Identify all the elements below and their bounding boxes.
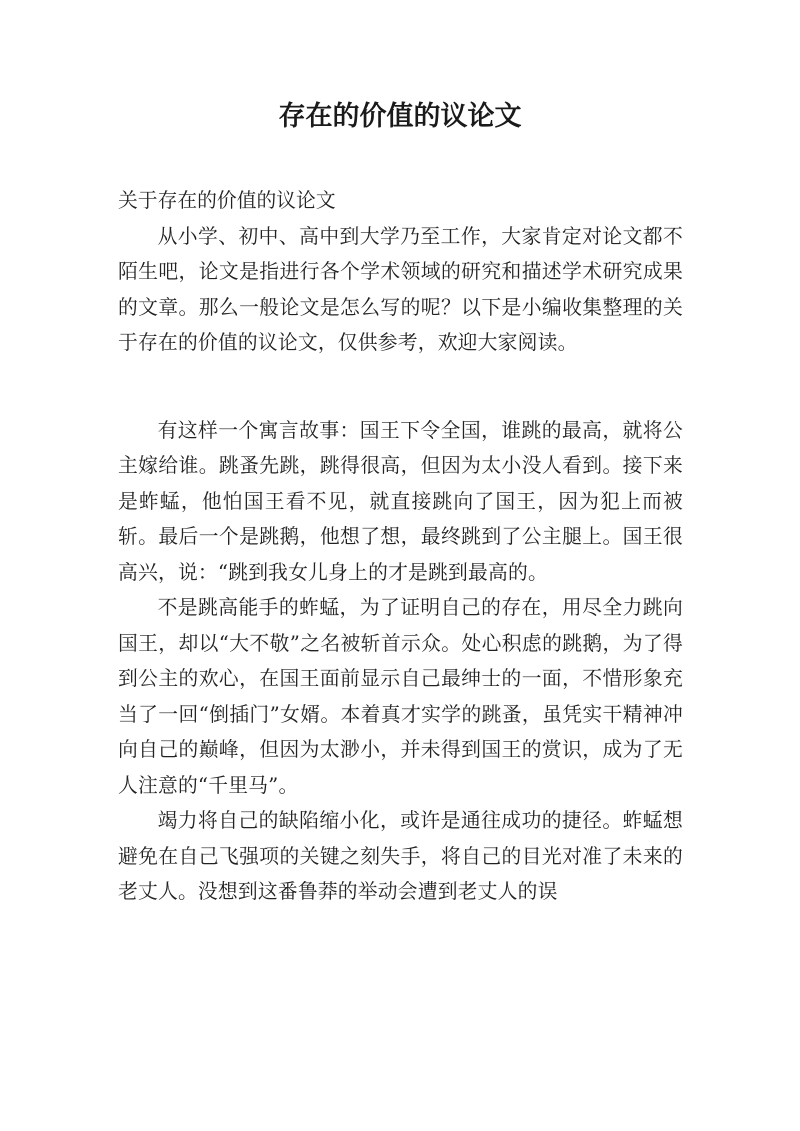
document-subtitle: 关于存在的价值的议论文 — [118, 189, 336, 212]
page-title: 存在的价值的议论文 — [278, 101, 522, 132]
paragraph-intro: 从小学、初中、高中到大学乃至工作，大家肯定对论文都不陌生吧，论文是指进行各个学术领域的研究和描述学术研究成果的文章。那么一般论文是怎么写的呢？以下是小编收集整理的关于存在的价值的议论文，仅供参考，欢迎大家阅读。 — [118, 224, 683, 354]
paragraph-fable: 有这样一个寓言故事：国王下令全国，谁跳的最高，就将公主嫁给谁。跳蚤先跳，跳得很高，但因为太小没人看到。接下来是蚱蜢，他怕国王看不见，就直接跳向了国王，因为犯上而被斩。最后一个是跳鹅，他想了想，最终跳到了公主腿上。国王很高兴，说：“跳到我女儿身上的才是跳到最高的。 — [118, 418, 683, 584]
paragraph-analysis: 不是跳高能手的蚱蜢，为了证明自己的存在，用尽全力跳向国王，却以“大不敬”之名被斩首示众。处心积虑的跳鹅，为了得到公主的欢心，在国王面前显示自己最绅士的一面，不惜形象充当了一回“倒插门”女婿。本着真才实学的跳蚤，虽凭实干精神冲向自己的巅峰，但因为太渺小，并未得到国王的赏识，成为了无人注意的“千里马”。 — [118, 596, 683, 797]
document-body — [118, 183, 683, 910]
paragraph-gap — [118, 361, 683, 413]
paragraph-argument: 竭力将自己的缺陷缩小化，或许是通往成功的捷径。蚱蜢想避免在自己飞强项的关键之刻失手，将自己的目光对准了未来的老丈人。没想到这番鲁莽的举动会遭到老丈人的误 — [118, 809, 683, 903]
